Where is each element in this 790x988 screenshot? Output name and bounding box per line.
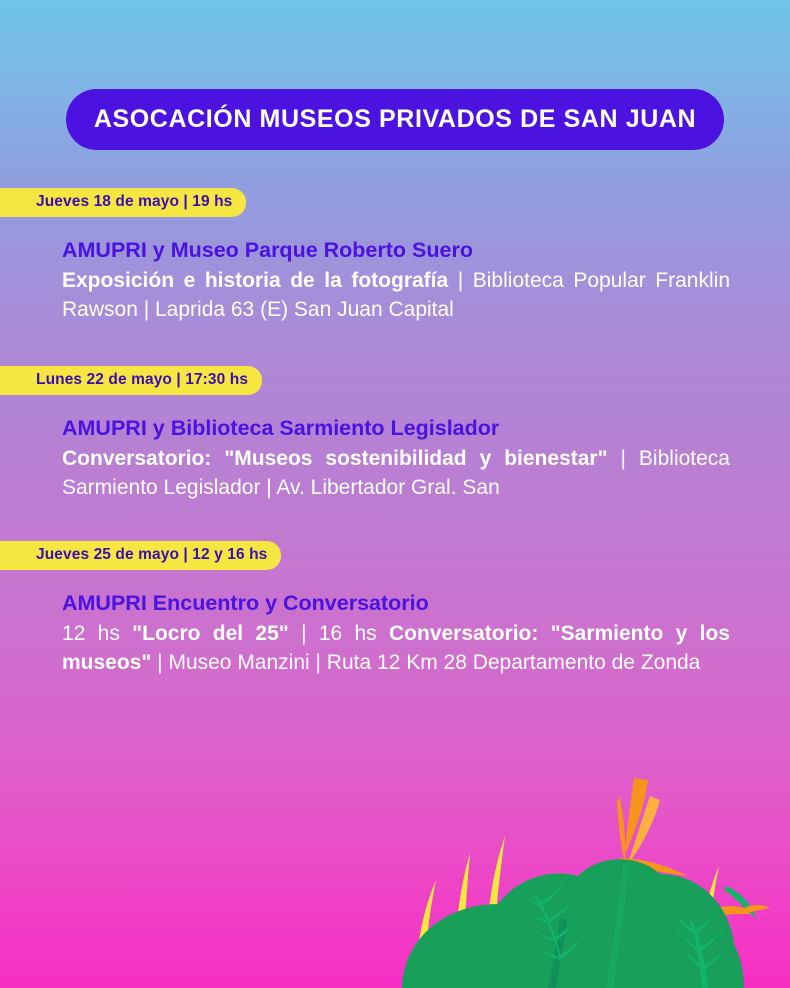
event-description-rest: | Biblioteca Popular Franklin Rawson | Laprida 63 (E) San Juan Capital [62,269,730,321]
events-spacer [0,502,790,541]
event-date-tag: Jueves 25 de mayo | 12 y 16 hs [0,541,281,570]
event-description-highlight: Conversatorio: "Museos sostenibilidad y bienestar" [62,447,608,471]
foliage-illustration [0,668,790,988]
event-title: AMUPRI y Biblioteca Sarmiento Legislador [62,416,500,441]
event-item [0,366,790,502]
event-item [0,188,790,324]
event-item [0,541,790,677]
events-list [0,188,790,678]
event-body [0,416,790,502]
event-description-rest: | Museo Manzini | Ruta 12 Km 28 Departamento de Zonda [151,650,701,674]
event-date-tag: Lunes 22 de mayo | 17:30 hs [0,366,262,395]
event-description [62,445,730,502]
event-description [62,620,730,677]
event-description [62,267,730,324]
event-date-tag: Jueves 18 de mayo | 19 hs [0,188,246,217]
event-description-highlight: Exposición e historia de la fotografía [62,269,449,293]
event-description-time2: | 16 hs [288,622,389,646]
page-title: ASOCACIÓN MUSEOS PRIVADOS DE SAN JUAN [93,105,697,133]
poster-title-pill [66,89,724,150]
event-title: AMUPRI y Museo Parque Roberto Suero [62,238,473,262]
events-spacer [0,324,790,366]
event-description-rest: | Biblioteca Sarmiento Legislador | Av. Libertador Gral. San [62,447,730,499]
event-body [0,238,790,324]
event-description-highlight-2: Conversatorio: "Sarmiento y los museos" [62,622,730,674]
event-body [0,591,790,677]
event-title: AMUPRI Encuentro y Conversatorio [62,591,429,616]
event-description-time1: 12 hs [62,622,133,646]
event-description-highlight: "Locro del 25" [132,622,289,646]
